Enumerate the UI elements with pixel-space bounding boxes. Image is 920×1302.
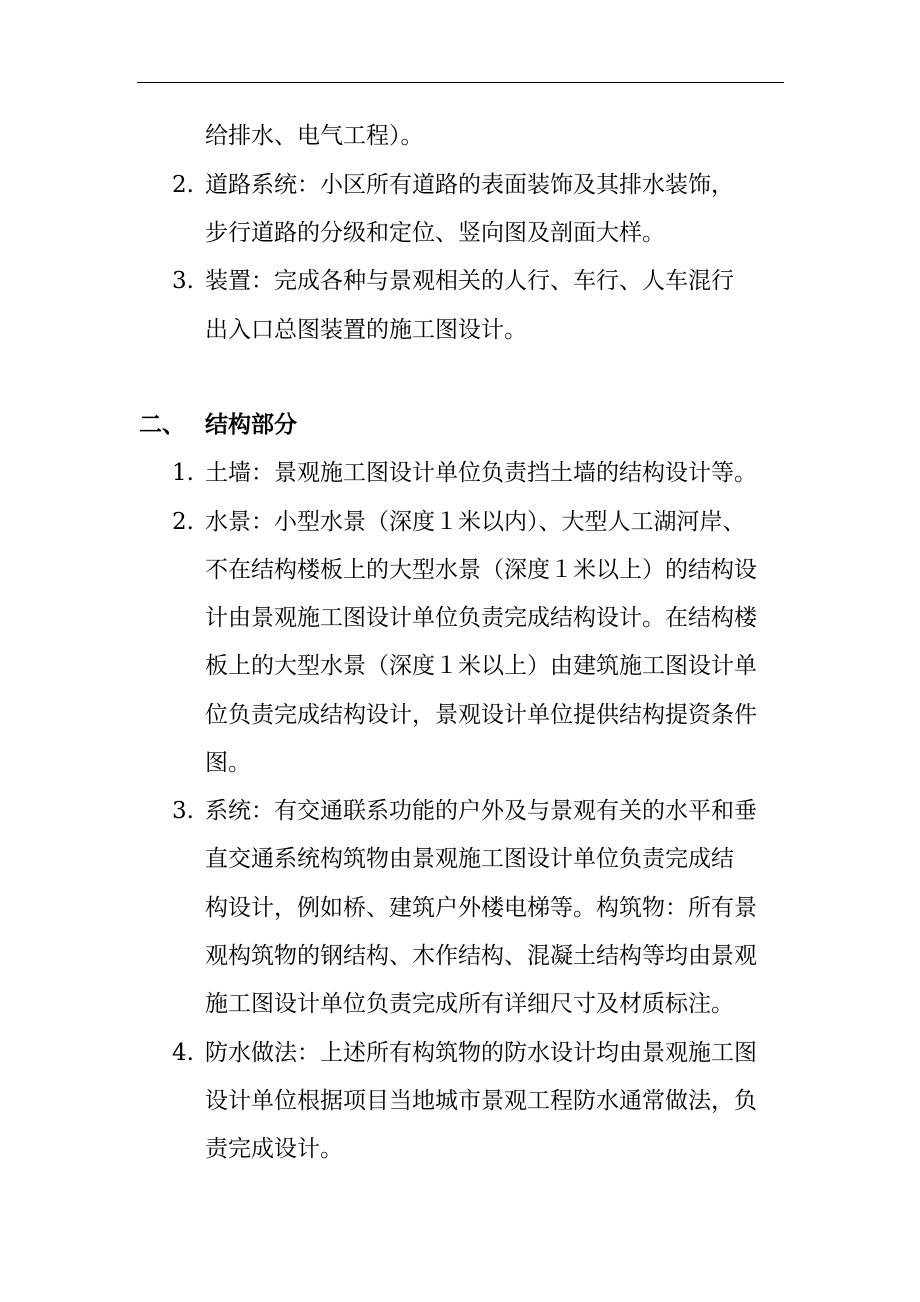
list-item-number: 3. — [172, 268, 194, 294]
list-item-line: 板上的大型水景（深度１米以上）由建筑施工图设计单 — [205, 653, 757, 679]
continuation-line: 给排水、电气工程）。 — [205, 123, 424, 149]
header-rule — [137, 82, 784, 83]
list-item-line: 水景：小型水景（深度１米以内）、大型人工湖河岸、 — [205, 509, 746, 535]
list-item-line: 构设计，例如桥、建筑户外楼电梯等。构筑物：所有景 — [205, 895, 757, 921]
list-item-line: 设计单位根据项目当地城市景观工程防水通常做法，负 — [205, 1088, 757, 1114]
list-item-line: 计由景观施工图设计单位负责完成结构设计。在结构楼 — [205, 605, 757, 631]
list-item-line: 防水做法：上述所有构筑物的防水设计均由景观施工图 — [205, 1040, 757, 1066]
section-number: 二、 — [139, 411, 185, 438]
list-item-line: 责完成设计。 — [205, 1136, 343, 1162]
list-item-line: 道路系统：小区所有道路的表面装饰及其排水装饰， — [205, 172, 734, 198]
list-item-line: 系统：有交通联系功能的户外及与景观有关的水平和垂 — [205, 798, 757, 824]
list-item-number: 1. — [172, 460, 194, 486]
list-item-number: 4. — [172, 1040, 194, 1066]
list-item-line: 施工图设计单位负责完成所有详细尺寸及材质标注。 — [205, 991, 734, 1017]
list-item-number: 3. — [172, 798, 194, 824]
list-item-line: 装置：完成各种与景观相关的人行、车行、人车混行 — [205, 268, 734, 294]
list-item-line: 直交通系统构筑物由景观施工图设计单位负责完成结 — [205, 846, 734, 872]
list-item-line: 步行道路的分级和定位、竖向图及剖面大样。 — [205, 220, 665, 246]
list-item-line: 图。 — [205, 750, 251, 776]
section-title: 结构部分 — [205, 411, 297, 438]
list-item-line: 观构筑物的钢结构、木作结构、混凝土结构等均由景观 — [205, 943, 757, 969]
list-item-line: 不在结构楼板上的大型水景（深度１米以上）的结构设 — [205, 557, 757, 583]
list-item-line: 位负责完成结构设计，景观设计单位提供结构提资条件 — [205, 702, 757, 728]
list-item-line: 出入口总图装置的施工图设计。 — [205, 317, 527, 343]
list-item-number: 2. — [172, 172, 194, 198]
list-item-number: 2. — [172, 509, 194, 535]
list-item-line: 土墙：景观施工图设计单位负责挡土墙的结构设计等。 — [205, 460, 757, 486]
